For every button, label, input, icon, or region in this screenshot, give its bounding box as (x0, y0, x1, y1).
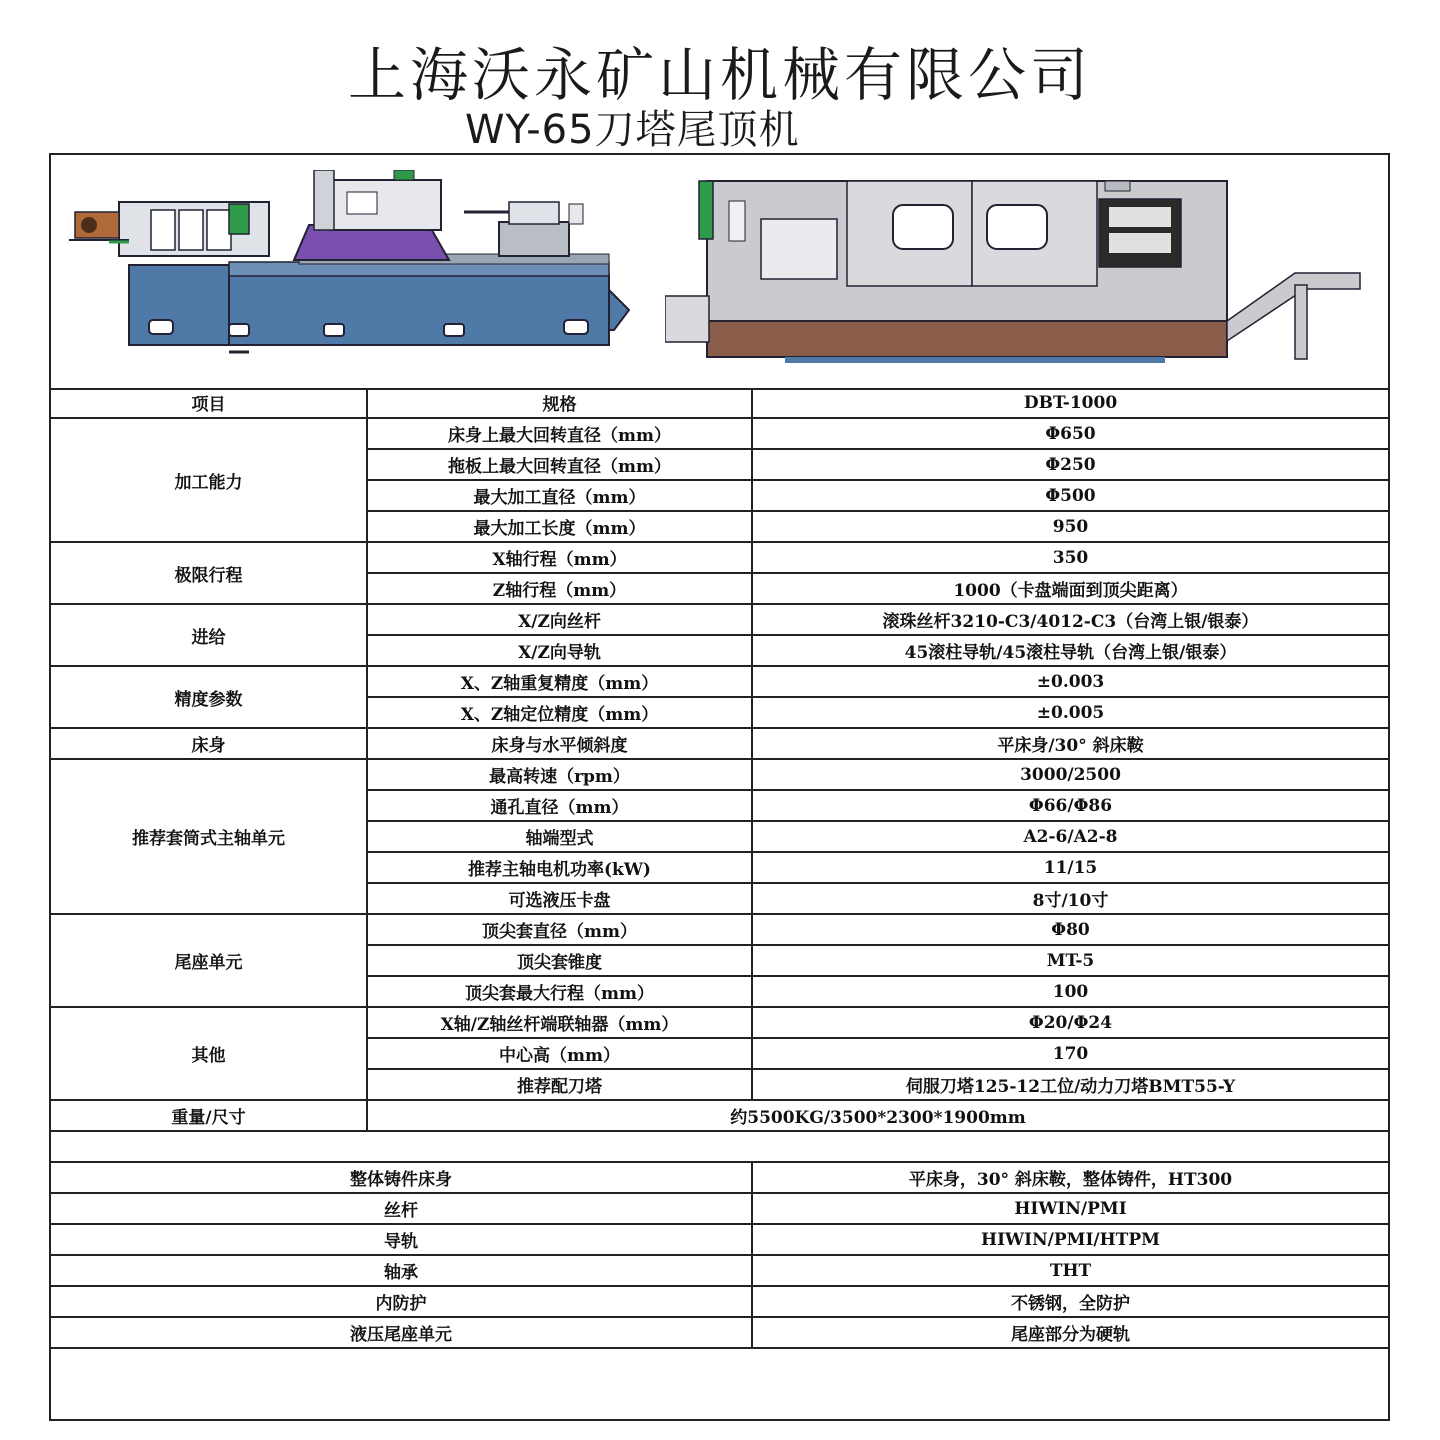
row-label: 最高转速（rpm） (367, 759, 752, 790)
config-label: 导轨 (51, 1224, 752, 1255)
row-value: 8寸/10寸 (752, 883, 1388, 914)
row-label: 顶尖套锥度 (367, 945, 752, 976)
row-label: 通孔直径（mm） (367, 790, 752, 821)
config-label: 内防护 (51, 1286, 752, 1317)
row-value: Φ80 (752, 914, 1388, 945)
header-model: DBT-1000 (752, 388, 1388, 418)
row-value: 100 (752, 976, 1388, 1007)
headstock (69, 202, 269, 256)
config-label: 轴承 (51, 1255, 752, 1286)
tailstock (464, 202, 583, 256)
table-row (51, 542, 1388, 573)
config-row (51, 1193, 1388, 1224)
row-value: 平床身/30° 斜床鞍 (752, 728, 1388, 759)
row-label: 轴端型式 (367, 821, 752, 852)
blank-row (51, 1131, 1388, 1162)
group-label: 极限行程 (51, 542, 367, 604)
config-row (51, 1224, 1388, 1255)
row-label: 拖板上最大回转直径（mm） (367, 449, 752, 480)
bare-machine-illustration (69, 170, 649, 370)
row-value: Φ650 (752, 418, 1388, 449)
row-value: MT-5 (752, 945, 1388, 976)
row-label: Z轴行程（mm） (367, 573, 752, 604)
group-label: 进给 (51, 604, 367, 666)
row-label: 顶尖套直径（mm） (367, 914, 752, 945)
config-value: 尾座部分为硬轨 (752, 1317, 1388, 1348)
weight-value: 约5500KG/3500*2300*1900mm (367, 1100, 1388, 1131)
row-value: 伺服刀塔125-12工位/动力刀塔BMT55-Y (752, 1069, 1388, 1100)
config-label: 丝杆 (51, 1193, 752, 1224)
row-label: 最大加工长度（mm） (367, 511, 752, 542)
row-label: X/Z向导轨 (367, 635, 752, 666)
table-row (51, 759, 1388, 790)
group-label: 床身 (51, 728, 367, 759)
config-value: HIWIN/PMI (752, 1193, 1388, 1224)
row-value: 1000（卡盘端面到顶尖距离） (752, 573, 1388, 604)
row-value: ±0.005 (752, 697, 1388, 728)
row-label: 床身与水平倾斜度 (367, 728, 752, 759)
row-value: 350 (752, 542, 1388, 573)
row-value: ±0.003 (752, 666, 1388, 697)
row-label: 可选液压卡盘 (367, 883, 752, 914)
model-title: WY-65刀塔尾顶机 (465, 107, 800, 153)
spec-table (51, 388, 1388, 1349)
config-value: HIWIN/PMI/HTPM (752, 1224, 1388, 1255)
group-label: 尾座单元 (51, 914, 367, 1007)
table-row (51, 914, 1388, 945)
row-label: 顶尖套最大行程（mm） (367, 976, 752, 1007)
table-row (51, 418, 1388, 449)
group-label: 加工能力 (51, 418, 367, 542)
group-label: 其他 (51, 1007, 367, 1100)
row-label: X轴行程（mm） (367, 542, 752, 573)
weight-row (51, 1100, 1388, 1131)
row-label: 床身上最大回转直径（mm） (367, 418, 752, 449)
group-label: 精度参数 (51, 666, 367, 728)
group-label: 推荐套筒式主轴单元 (51, 759, 367, 914)
row-label: X轴/Z轴丝杆端联轴器（mm） (367, 1007, 752, 1038)
row-value: 170 (752, 1038, 1388, 1069)
row-value: 45滚柱导轨/45滚柱导轨（台湾上银/银泰） (752, 635, 1388, 666)
row-value: Φ20/Φ24 (752, 1007, 1388, 1038)
config-row (51, 1286, 1388, 1317)
config-label: 整体铸件床身 (51, 1162, 752, 1193)
machine-images (51, 155, 1388, 390)
row-label: 最大加工直径（mm） (367, 480, 752, 511)
machine-bed (129, 254, 629, 352)
row-label: X/Z向丝杆 (367, 604, 752, 635)
row-label: X、Z轴定位精度（mm） (367, 697, 752, 728)
table-row (51, 728, 1388, 759)
row-value: 3000/2500 (752, 759, 1388, 790)
spec-header-row (51, 388, 1388, 418)
row-value: A2-6/A2-8 (752, 821, 1388, 852)
company-name: 上海沃永矿山机械有限公司 (347, 41, 1092, 109)
table-row (51, 666, 1388, 697)
config-value: 不锈钢，全防护 (752, 1286, 1388, 1317)
config-row (51, 1162, 1388, 1193)
config-value: THT (752, 1255, 1388, 1286)
row-label: X、Z轴重复精度（mm） (367, 666, 752, 697)
row-value: Φ66/Φ86 (752, 790, 1388, 821)
config-row (51, 1255, 1388, 1286)
row-label: 推荐配刀塔 (367, 1069, 752, 1100)
header-item: 项目 (51, 388, 367, 418)
row-value: 11/15 (752, 852, 1388, 883)
config-row (51, 1317, 1388, 1348)
weight-label: 重量/尺寸 (51, 1100, 367, 1131)
row-value: 滚珠丝杆3210-C3/4012-C3（台湾上银/银泰） (752, 604, 1388, 635)
row-label: 推荐主轴电机功率(kW) (367, 852, 752, 883)
row-value: 950 (752, 511, 1388, 542)
machine-guard (699, 181, 1227, 321)
row-value: Φ500 (752, 480, 1388, 511)
guarded-machine-illustration (665, 171, 1365, 366)
config-value: 平床身，30° 斜床鞍，整体铸件，HT300 (752, 1162, 1388, 1193)
row-value: Φ250 (752, 449, 1388, 480)
blank-cell (51, 1131, 1388, 1162)
turret-carriage (294, 170, 449, 260)
chip-conveyor (1227, 273, 1360, 359)
config-label: 液压尾座单元 (51, 1317, 752, 1348)
row-label: 中心高（mm） (367, 1038, 752, 1069)
table-row (51, 604, 1388, 635)
header-spec: 规格 (367, 388, 752, 418)
table-row (51, 1007, 1388, 1038)
spec-sheet (49, 153, 1390, 1421)
